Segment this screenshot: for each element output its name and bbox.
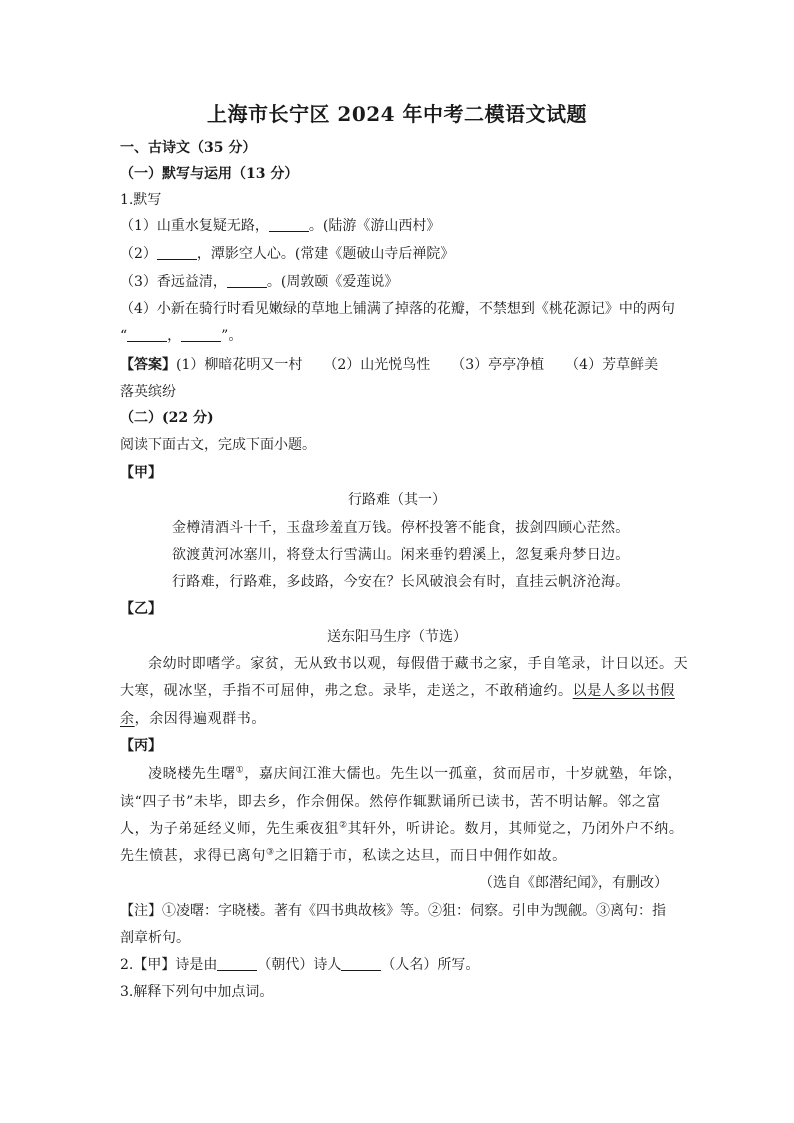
question-3: 3.解释下列句中加点词。 — [120, 984, 274, 1000]
answer-blank — [341, 956, 381, 971]
question-1-item-3 — [120, 271, 398, 293]
question-text: （朝代）诗人 — [257, 957, 342, 973]
section-heading: 一、古诗文（35 分） — [120, 140, 257, 156]
item-text: 。(陆游《游山西村》 — [308, 218, 441, 234]
passage-line: 读“四子书”未毕，即去乡，作佘佣保。然停作辄默诵所已读书，苦不明诂解。邻之富 — [120, 794, 662, 810]
comma: ， — [167, 328, 182, 344]
question-1-item-1 — [120, 215, 440, 237]
essay-text: ，余因得遍观群书。 — [134, 711, 267, 727]
essay-title: 送东阳马生序（节选） — [327, 629, 467, 645]
quote-close: ”。 — [221, 328, 243, 344]
essay-text: 大寒，砚冰坚，手指不可屈伸，弗之怠。录毕，走送之，不敢稍逾约。 — [120, 683, 573, 699]
item-text: （3）香远益清， — [120, 274, 227, 290]
part-heading-2: （二）(22 分) — [120, 410, 214, 426]
page-title: 上海市长宁区 2024 年中考二模语文试题 — [206, 102, 588, 126]
poem-title: 行路难（其一） — [348, 492, 446, 508]
notes-line-2: 剖章析句。 — [120, 930, 190, 946]
passage-line — [148, 763, 682, 785]
question-1-item-2 — [120, 243, 454, 265]
item-text: （2） — [120, 246, 157, 262]
instruction: 阅读下面古文，完成下面小题。 — [120, 437, 316, 453]
item-text: ，潭影空人心。(常建《题破山寺后禅院》 — [196, 246, 455, 262]
answer-blank — [269, 217, 309, 232]
quote-open: “ — [120, 328, 128, 344]
passage-line — [120, 845, 567, 867]
answer-blank — [127, 327, 167, 342]
answer-line-1 — [120, 354, 658, 376]
poem-line: 欲渡黄河冰塞川，将登太行雪满山。闲来垂钓碧溪上，忽复乘舟梦日边。 — [172, 547, 630, 563]
question-1-item-4: （4）小新在骑行时看见嫩绿的草地上铺满了掉落的花瓣，不禁想到《桃花源记》中的两句 — [120, 301, 675, 317]
footnote-mark: ② — [339, 820, 348, 831]
footnote-mark: ③ — [266, 847, 275, 858]
item-text: （1）山重水复疑无路， — [120, 218, 269, 234]
passage-text: 其轩外，听讲论。数月，其师觉之，乃闭外户不纳。 — [347, 821, 684, 837]
answer-line-2: 落英缤纷 — [120, 384, 176, 400]
passage-text: 先生愤甚，求得已离句 — [120, 848, 266, 864]
answer-blank — [217, 956, 257, 971]
notes-line-1: 【注】①凌曙：字晓楼。著有《四书典故核》等。②狙：伺察。引申为觊觎。③离句：指 — [120, 903, 666, 919]
answer-blank — [181, 327, 221, 342]
passage-text: 之旧籍于市，私读之达旦，而日中佣作如故。 — [274, 848, 567, 864]
source-citation: （选自《郎潜纪闻》，有删改） — [479, 875, 668, 891]
poem-line: 行路难，行路难，多歧路，今安在？长风破浪会有时，直挂云帆济沧海。 — [172, 574, 630, 590]
yi-label: 【乙】 — [120, 601, 162, 617]
question-2 — [120, 954, 479, 976]
essay-line — [120, 708, 266, 730]
passage-text: ，嘉庆间江淮大儒也。先生以一孤童，贫而居市，十岁就塾，年馀， — [244, 766, 683, 782]
poem-line: 金樽清酒斗十千，玉盘珍羞直万钱。停杯投箸不能食，拔剑四顾心茫然。 — [172, 520, 630, 536]
passage-line — [120, 818, 683, 840]
essay-line: 余幼时即嗜学。家贫，无从致书以观，每假借于藏书之家，手自笔录，计日以还。天 — [148, 656, 689, 672]
essay-line — [120, 680, 675, 702]
passage-text: 凌晓楼先生曙 — [148, 766, 236, 782]
bing-label: 【丙】 — [120, 738, 162, 754]
part-heading: （一）默写与运用（13 分） — [120, 166, 299, 182]
answer-blank — [157, 245, 197, 260]
item-text: 。(周敦颐《爱莲说》 — [266, 274, 399, 290]
question-1-item-4-blanks — [120, 325, 242, 347]
answer-blank — [227, 273, 267, 288]
underlined-sentence: 余 — [120, 711, 135, 727]
jia-label: 【甲】 — [120, 465, 162, 481]
answer-text: (1）柳暗花明又一村 （2）山光悦鸟性 （3）亭亭净植 （4）芳草鲜美 — [176, 357, 659, 373]
question-text: （人名）所写。 — [381, 957, 480, 973]
question-text: 2.【甲】诗是由 — [120, 957, 218, 973]
question-1-label: 1.默写 — [120, 192, 162, 208]
underlined-sentence: 以是人多以书假 — [572, 683, 675, 699]
footnote-mark: ① — [235, 765, 245, 776]
passage-text: 人，为子弟延经义师，先生乘夜狙 — [120, 821, 339, 837]
answer-label: 【答案】 — [120, 357, 176, 373]
